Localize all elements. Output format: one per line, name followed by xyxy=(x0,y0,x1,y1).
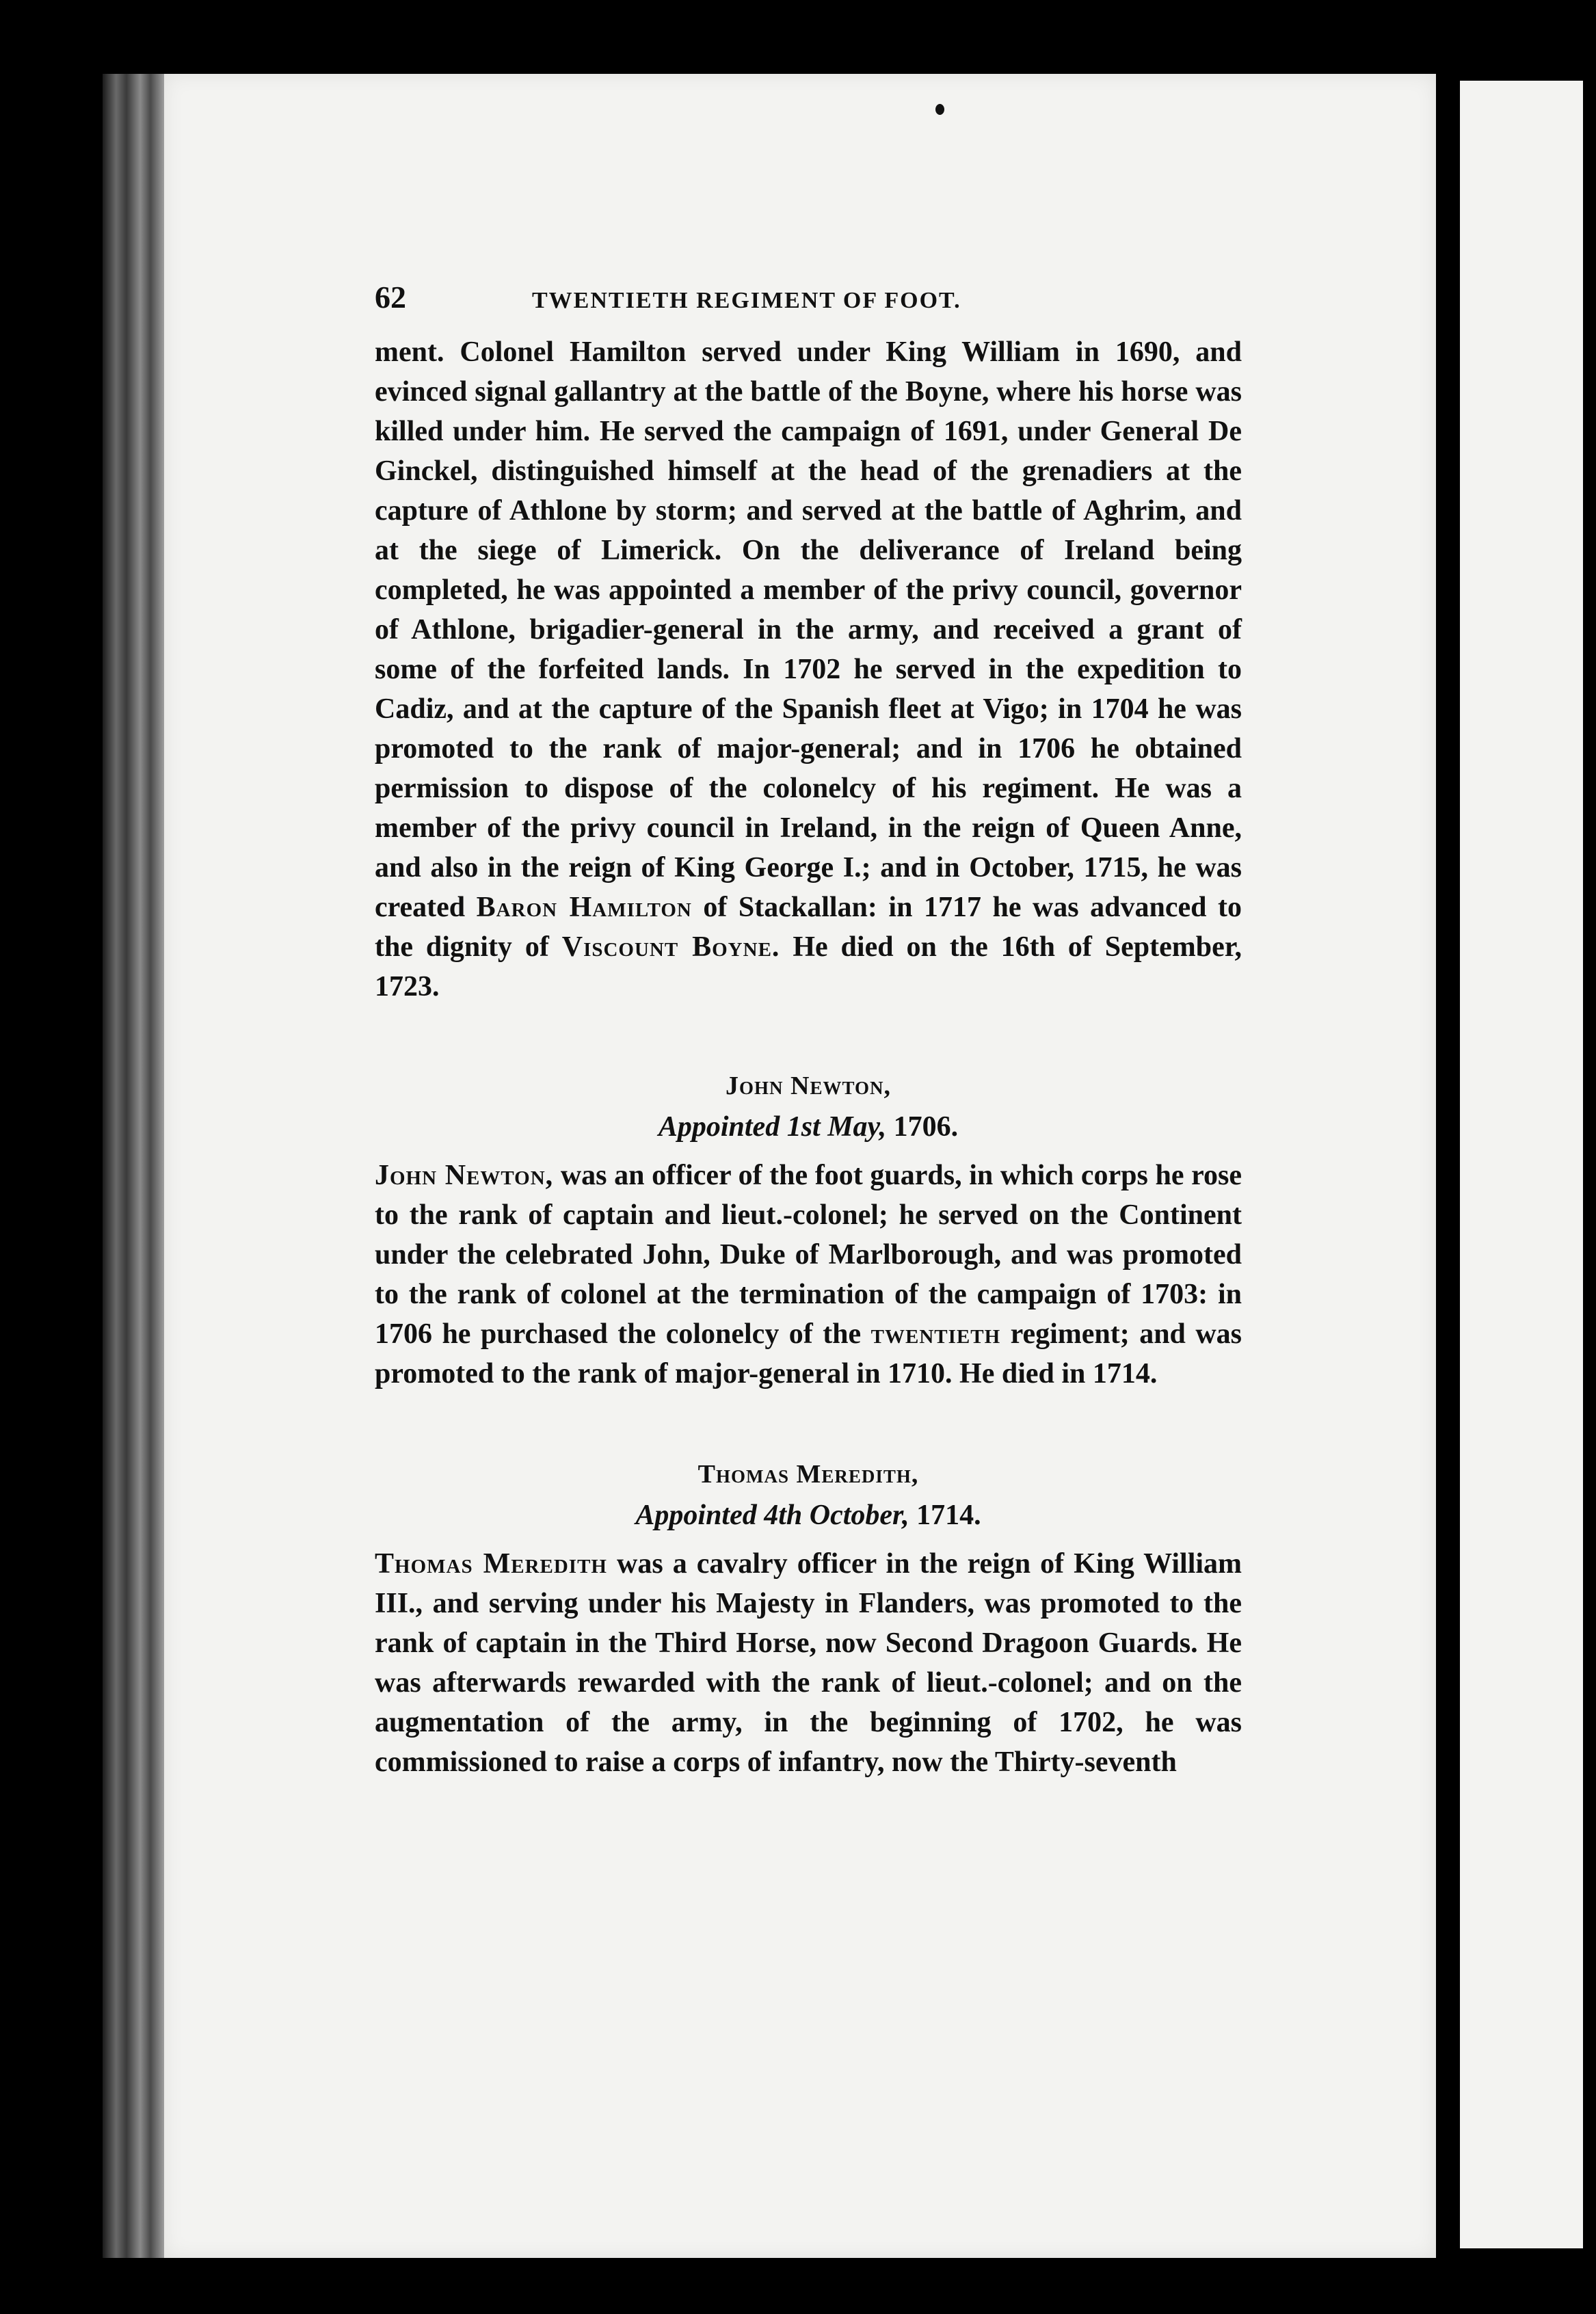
page-number: 62 xyxy=(375,280,406,315)
hamilton-text-mid: of Stackallan: in 1717 he was advanced to the dignity of xyxy=(375,892,1242,963)
newton-paragraph xyxy=(375,1156,1242,1394)
running-head-title: TWENTIETH REGIMENT OF FOOT. xyxy=(532,288,961,313)
newton-appointed-year: 1706. xyxy=(893,1111,959,1143)
newton-name: John Newton, xyxy=(375,1160,554,1191)
page-gutter xyxy=(1436,74,1460,2258)
hamilton-text-tail: He died on the 16th of September, 1723. xyxy=(375,931,1242,1002)
meredith-appointed-label: Appointed xyxy=(635,1500,757,1531)
regiment-name: twentieth xyxy=(870,1318,1001,1350)
meredith-appointed-year: 1714. xyxy=(916,1500,981,1531)
title-baron-hamilton: Baron Hamilton xyxy=(476,892,692,923)
meredith-appointed-date: 4th October, xyxy=(764,1500,909,1531)
facing-page-edge xyxy=(1460,81,1583,2248)
meredith-appointment xyxy=(375,1499,1242,1532)
newton-appointed-date: 1st May, xyxy=(786,1111,887,1143)
book-page-edges xyxy=(103,74,171,2258)
hamilton-text: ment. Colonel Hamilton served under King William in 1690, and evinced signal gallantry at the battle of the Boyne, where his horse was killed under him. He served the campaign of 1691, under General De Ginckel, distinguished himself at the head of the grenadiers at the capture of Athlone by storm; and served at the battle of Aghrim, and at the siege of Limerick. On the deliverance of Ireland being completed, he was appointed a member of the privy council, governor of Athlone, brigadier-general in the army, and received a grant of some of the forfeited lands. In 1702 he served in the expedition to Cadiz, and at the capture of the Spanish fleet at Vigo; in 1704 he was promoted to the rank of major-general; and in 1706 he obtained permission to dispose of the colonelcy of his regiment. He was a member of the privy council in Ireland, in the reign of Queen Anne, and also in the reign of King George I.; and in October, 1715, he was created xyxy=(375,336,1242,923)
newton-text-1: was an officer of the foot guards, in which corps he rose to the rank of captain and lieut.-colonel; he served on the Continent under the celebrated John, Duke of Marlborough, and was promoted to the rank of colonel at the termination of the campaign of 1703: in 1706 he purchased the colonelcy of the xyxy=(375,1160,1242,1350)
meredith-name: Thomas Meredith xyxy=(375,1548,607,1580)
newton-text-2: regiment; and was promoted to the rank of major-general in 1710. He died in 1714. xyxy=(375,1318,1242,1389)
running-head xyxy=(375,279,1242,320)
meredith-heading: Thomas Meredith, xyxy=(697,1460,919,1489)
newton-appointment xyxy=(375,1111,1242,1143)
hamilton-paragraph xyxy=(375,332,1242,1007)
page-text xyxy=(375,279,1242,1782)
newton-appointed-label: Appointed xyxy=(658,1111,780,1143)
meredith-paragraph xyxy=(375,1544,1242,1782)
newton-heading: John Newton, xyxy=(726,1072,891,1100)
ink-dot-mark xyxy=(935,104,944,115)
meredith-text: was a cavalry officer in the reign of King William III., and serving under his Majesty in Flanders, was promoted to the rank of captain in the Third Horse, now Second Dragoon Guards. He was afterwards rewarded with the rank of lieut.-colonel; and on the augmentation of the army, in the beginning of 1702, he was commissioned to raise a corps of infantry, now the Thirty-seventh xyxy=(375,1548,1242,1778)
title-viscount-boyne: Viscount Boyne. xyxy=(561,931,780,963)
